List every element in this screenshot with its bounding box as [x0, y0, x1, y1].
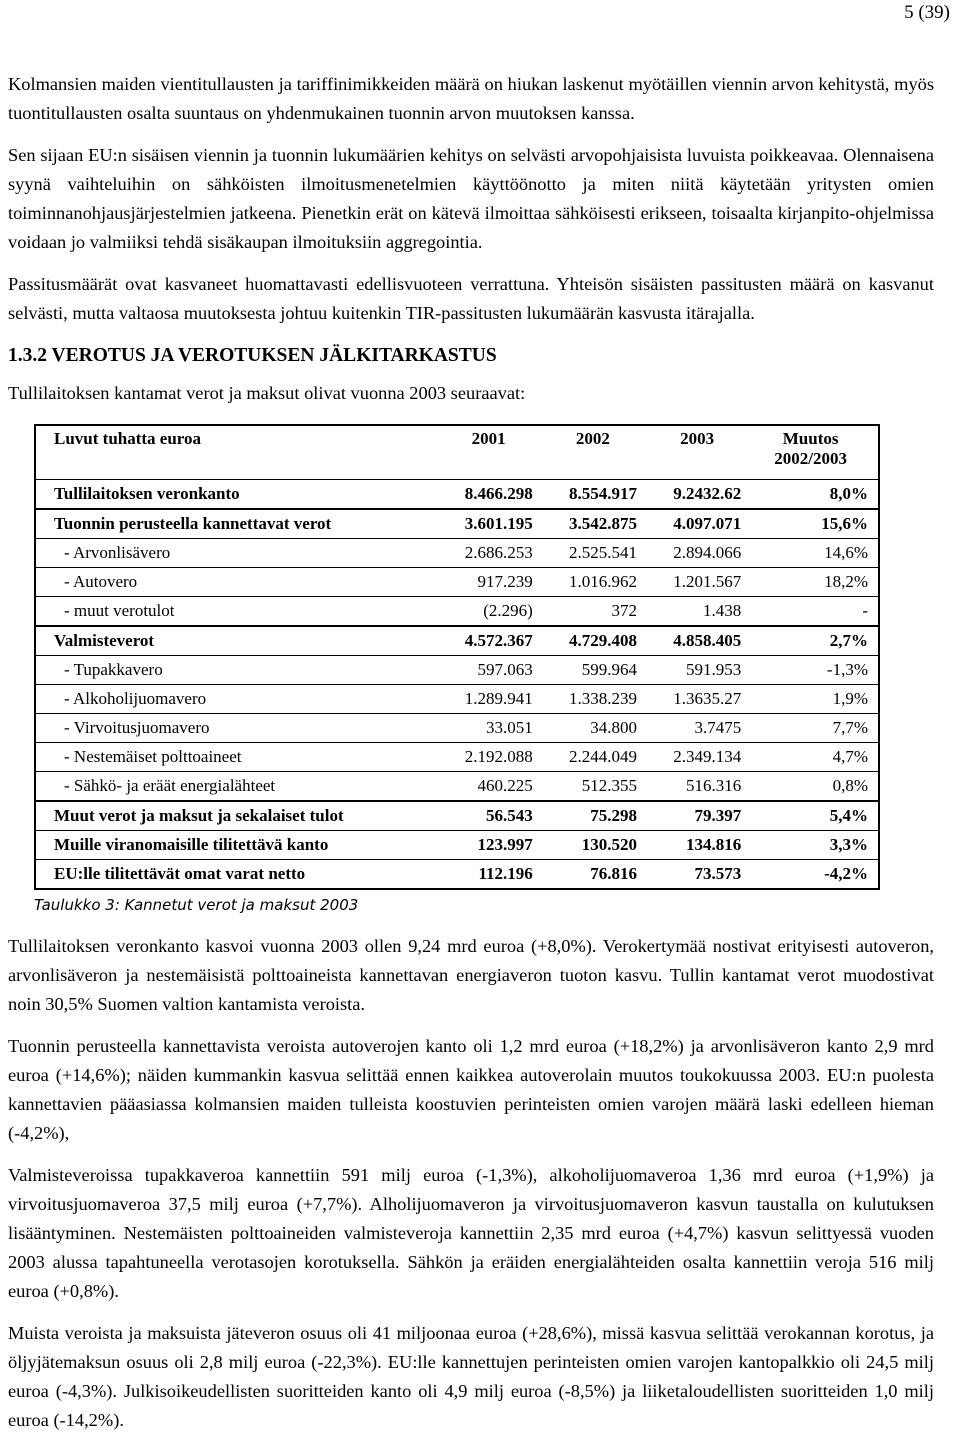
row-2003: 134.816 [645, 831, 749, 860]
table-row [35, 568, 879, 597]
header-label: Luvut tuhatta euroa [35, 425, 437, 480]
table-row [35, 656, 879, 685]
row-2001: 8.466.298 [437, 480, 541, 510]
row-label: - muut verotulot [35, 597, 437, 627]
row-change: - [749, 597, 879, 627]
row-2003: 516.316 [645, 772, 749, 802]
paragraph: Tullilaitoksen veronkanto kasvoi vuonna 2003 ollen 9,24 mrd euroa (+8,0%). Verokertymää nostivat erityisesti autoveron, arvonlisäveron ja nestemäisistä polttoaineista kannettavan energiaveron tuoton kasvu. Tullin kantamat verot muodostivat noin 30,5% Suomen valtion kantamista veroista. [8, 936, 934, 1014]
table-intro: Tullilaitoksen kantamat verot ja maksut olivat vuonna 2003 seuraavat: [8, 383, 526, 403]
row-change: 18,2% [749, 568, 879, 597]
row-2001: 597.063 [437, 656, 541, 685]
row-change: 15,6% [749, 509, 879, 539]
header-2003: 2003 [645, 425, 749, 480]
table-row [35, 509, 879, 539]
row-2003: 2.349.134 [645, 743, 749, 772]
row-2001: 56.543 [437, 801, 541, 831]
row-2002: 75.298 [541, 801, 645, 831]
row-2001: 112.196 [437, 860, 541, 890]
row-2002: 76.816 [541, 860, 645, 890]
table-row [35, 480, 879, 510]
page-number: 5 (39) [904, 2, 950, 23]
table-caption: Taulukko 3: Kannetut verot ja maksut 2003 [34, 896, 359, 914]
row-2001: 123.997 [437, 831, 541, 860]
table-row [35, 597, 879, 627]
row-2001: 4.572.367 [437, 626, 541, 656]
row-change: 3,3% [749, 831, 879, 860]
table-row [35, 743, 879, 772]
row-change: 14,6% [749, 539, 879, 568]
table-header-row [35, 425, 879, 480]
row-label: - Virvoitusjuomavero [35, 714, 437, 743]
row-2001: 1.289.941 [437, 685, 541, 714]
table-row [35, 714, 879, 743]
row-label: - Sähkö- ja eräät energialähteet [35, 772, 437, 802]
row-label: Valmisteverot [35, 626, 437, 656]
row-2003: 79.397 [645, 801, 749, 831]
table-row [35, 772, 879, 802]
table-row [35, 860, 879, 890]
row-change: 2,7% [749, 626, 879, 656]
row-change: 5,4% [749, 801, 879, 831]
row-2003: 1.438 [645, 597, 749, 627]
row-label: Muut verot ja maksut ja sekalaiset tulot [35, 801, 437, 831]
paragraph: Muista veroista ja maksuista jäteveron osuus oli 41 miljoonaa euroa (+28,6%), missä kasvua selittää verokannan korotus, ja öljyjätemaksun osuus oli 2,8 milj euroa (-22,3%). EU:lle kannettujen perinteisten omien varojen kantopalkkio oli 24,5 milj euroa (-4,3%). Julkisoikeudellisten suoritteiden kanto oli 4,9 milj euroa (-8,5%) ja liiketaloudellisten suoritteiden 1,0 milj euroa (-14,2%). [8, 1323, 934, 1430]
paragraph: Passitusmäärät ovat kasvaneet huomattavasti edellisvuoteen verrattuna. Yhteisön sisäisten passitusten määrä on kasvanut selvästi, mutta valtaosa muutoksesta johtuu kuitenkin TIR-passitusten lukumäärän kasvusta itärajalla. [8, 274, 934, 323]
row-change: 4,7% [749, 743, 879, 772]
row-change: -1,3% [749, 656, 879, 685]
row-2001: 33.051 [437, 714, 541, 743]
row-2002: 1.016.962 [541, 568, 645, 597]
row-2001: 917.239 [437, 568, 541, 597]
row-change: 8,0% [749, 480, 879, 510]
row-change: 0,8% [749, 772, 879, 802]
row-label: Muille viranomaisille tilitettävä kanto [35, 831, 437, 860]
tax-table [34, 424, 880, 890]
row-2002: 512.355 [541, 772, 645, 802]
table-row [35, 801, 879, 831]
row-2002: 8.554.917 [541, 480, 645, 510]
row-2001: 460.225 [437, 772, 541, 802]
row-2001: 2.192.088 [437, 743, 541, 772]
row-2002: 2.525.541 [541, 539, 645, 568]
row-change: 1,9% [749, 685, 879, 714]
row-2003: 4.858.405 [645, 626, 749, 656]
row-2002: 34.800 [541, 714, 645, 743]
row-label: - Arvonlisävero [35, 539, 437, 568]
row-2003: 9.2432.62 [645, 480, 749, 510]
header-2002: 2002 [541, 425, 645, 480]
row-2003: 3.7475 [645, 714, 749, 743]
row-2002: 4.729.408 [541, 626, 645, 656]
table-row [35, 685, 879, 714]
paragraph: Kolmansien maiden vientitullausten ja tariffinimikkeiden määrä on hiukan laskenut myötäillen viennin arvon kehitystä, myös tuontitullausten osalta suuntaus on yhdenmukainen tuonnin arvon muutoksen kanssa. [8, 74, 934, 123]
row-2002: 372 [541, 597, 645, 627]
row-2001: (2.296) [437, 597, 541, 627]
row-2002: 3.542.875 [541, 509, 645, 539]
table-row [35, 831, 879, 860]
row-label: - Nestemäiset polttoaineet [35, 743, 437, 772]
row-2002: 2.244.049 [541, 743, 645, 772]
table-row [35, 626, 879, 656]
row-label: - Autovero [35, 568, 437, 597]
row-2002: 599.964 [541, 656, 645, 685]
paragraph: Sen sijaan EU:n sisäisen viennin ja tuonnin lukumäärien kehitys on selvästi arvopohjaisista luvuista poikkeavaa. Olennaisena syynä vaihteluihin on sähköisten ilmoitusmenetelmien käyttöönotto ja miten niitä käytetään yritysten omien toiminnanohjausjärjestelmien jatkeena. Pienetkin erät on kätevä ilmoittaa sähköisesti erikseen, toisaalta kirjanpito-ohjelmissa voidaan jo valmiiksi tehdä sisäkaupan ilmoituksiin aggregointia. [8, 145, 934, 252]
row-label: - Alkoholijuomavero [35, 685, 437, 714]
document-body [8, 70, 934, 1448]
row-2003: 2.894.066 [645, 539, 749, 568]
row-label: - Tupakkavero [35, 656, 437, 685]
row-2003: 1.3635.27 [645, 685, 749, 714]
header-2001: 2001 [437, 425, 541, 480]
row-label: EU:lle tilitettävät omat varat netto [35, 860, 437, 890]
row-2001: 2.686.253 [437, 539, 541, 568]
section-heading: 1.3.2 VEROTUS JA VEROTUKSEN JÄLKITARKASTUS [8, 345, 497, 366]
row-2002: 1.338.239 [541, 685, 645, 714]
paragraph: Valmisteveroissa tupakkaveroa kannettiin 591 milj euroa (-1,3%), alkoholijuomaveroa 1,36 mrd euroa (+1,9%) ja virvoitusjuomaveroa 37,5 milj euroa (+7,7%). Alholijuomaveron ja virvoitusjuomaveron kasvun taustalla on kulutuksen lisääntyminen. Nestemäisten polttoaineiden valmisteveroja kannettiin 2,35 mrd euroa (+4,7%) kasvun selittyessä vuoden 2003 alussa tapahtuneella verotasojen korotuksella. Sähkön ja eräiden energialähteiden osalta kannettiin veroja 516 milj euroa (+0,8%). [8, 1165, 934, 1301]
row-2002: 130.520 [541, 831, 645, 860]
row-change: -4,2% [749, 860, 879, 890]
row-2003: 4.097.071 [645, 509, 749, 539]
row-2001: 3.601.195 [437, 509, 541, 539]
row-change: 7,7% [749, 714, 879, 743]
header-change: Muutos 2002/2003 [749, 425, 879, 480]
table-row [35, 539, 879, 568]
row-2003: 73.573 [645, 860, 749, 890]
row-2003: 1.201.567 [645, 568, 749, 597]
row-2003: 591.953 [645, 656, 749, 685]
row-label: Tullilaitoksen veronkanto [35, 480, 437, 510]
paragraph: Tuonnin perusteella kannettavista veroista autoverojen kanto oli 1,2 mrd euroa (+18,2%) ja arvonlisäveron kanto 2,9 mrd euroa (+14,6%); näiden kummankin kasvua selittää ennen kaikkea autoverolain muutos toukokuussa 2003. EU:n puolesta kannettavien pääasiassa kolmansien maiden tulleista koostuvien perinteisten omien varojen määrä laski edelleen hieman (-4,2%), [8, 1036, 934, 1143]
row-label: Tuonnin perusteella kannettavat verot [35, 509, 437, 539]
